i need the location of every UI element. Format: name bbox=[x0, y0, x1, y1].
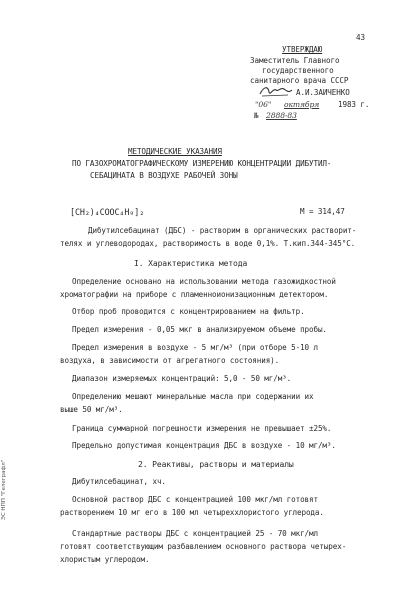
title-line-3: СЕБАЦИНАТА В ВОЗДУХЕ РАБОЧЕЙ ЗОНЫ bbox=[90, 171, 238, 180]
intro-line-2: телях и углеводородах, растворимость в воде 0,1%. Т.кип.344-345°С. bbox=[60, 239, 356, 248]
chemical-formula: [CH₂)₄COOC₄H₉]₂ bbox=[70, 207, 145, 217]
section-1-p6-line1: Определению мешают минеральные масла при содержании их bbox=[72, 392, 314, 401]
section-1-p4-line2: воздуха, в зависимости от агрегатного состояния). bbox=[60, 356, 280, 365]
section-1-p8: Предельно допустимая концентрация ДБС в воздухе - 10 мг/м³. bbox=[72, 441, 336, 450]
approval-line-2: государственного bbox=[262, 66, 334, 75]
section-1-p5: Диапазон измеряемых концентраций: 5,0 - 50 мг/м³. bbox=[72, 374, 292, 383]
approval-number: 2888-83 bbox=[266, 111, 297, 120]
section-1-p4-line1: Предел измерения в воздухе - 5 мг/м³ (при отборе 5-10 л bbox=[72, 343, 318, 352]
approval-line-1: Заместитель Главного bbox=[250, 56, 340, 65]
signature-name: А.И.ЗАИЧЕНКО bbox=[296, 88, 350, 97]
section-1-p2: Отбор проб проводится с концентрированием на фильтр. bbox=[72, 307, 305, 316]
approval-heading: УТВЕРЖДАЮ bbox=[282, 45, 323, 54]
section-2-p2-line1: Основной раствор ДБС с концентрацией 100 мкг/мл готовят bbox=[72, 495, 318, 504]
approval-date-month: октября bbox=[284, 100, 320, 109]
section-2-p3-line1: Стандартные растворы ДБС с концентрацией 25 - 70 мкг/мл bbox=[72, 529, 318, 538]
page-number: 43 bbox=[356, 33, 365, 42]
approval-date-day bbox=[255, 100, 271, 110]
section-2-p3-line3: хлористым углеродом. bbox=[60, 555, 150, 564]
handwritten-signature bbox=[258, 84, 294, 98]
title-line-2: ПО ГАЗОХРОМАТОГРАФИЧЕСКОМУ ИЗМЕРЕНИЮ КОНЦЕНТРАЦИИ ДИБУТИЛ- bbox=[72, 159, 332, 168]
section-2-p2-line2: растворением 10 мг его в 100 мл четыреххлористого углерода. bbox=[60, 508, 324, 517]
section-1-p1-line1: Определение основано на использовании метода газожидкостной bbox=[72, 277, 336, 286]
molecular-mass: M = 314,47 bbox=[300, 207, 345, 216]
section-2-p3-line2: готовят соответствующим разбавлением основного раствора четырех- bbox=[60, 542, 347, 551]
section-1-heading: I. Характеристика метода bbox=[134, 259, 248, 268]
title-line-1: МЕТОДИЧЕСКИЕ УКАЗАНИЯ bbox=[128, 147, 222, 156]
approval-line-3: санитарного врача СССР bbox=[250, 76, 349, 85]
section-1-p3: Предел измерения - 0,05 мкг в анализируемом объеме пробы. bbox=[72, 325, 327, 334]
side-stamp: ЭС НПП "Гелеграфл" bbox=[1, 459, 7, 520]
approval-date-year: 1983 г. bbox=[338, 100, 370, 109]
section-2-heading: 2. Реактивы, растворы и материалы bbox=[138, 460, 294, 469]
approval-number-prefix: № bbox=[254, 111, 259, 120]
section-1-p7: Граница суммарной погрешности измерения не превышает ±25%. bbox=[72, 424, 332, 433]
section-1-p6-line2: выше 50 мг/м³. bbox=[60, 405, 123, 414]
section-2-p1: Дибутилсебацинат, хч. bbox=[72, 477, 166, 486]
intro-line-1: Дибутилсебацинат (ДБС) - растворим в органических растворит- bbox=[88, 226, 357, 235]
date-day-value: "06" bbox=[255, 100, 272, 109]
section-1-p1-line2: хроматографии на приборе с пламенноионизационным детектором. bbox=[60, 290, 329, 299]
